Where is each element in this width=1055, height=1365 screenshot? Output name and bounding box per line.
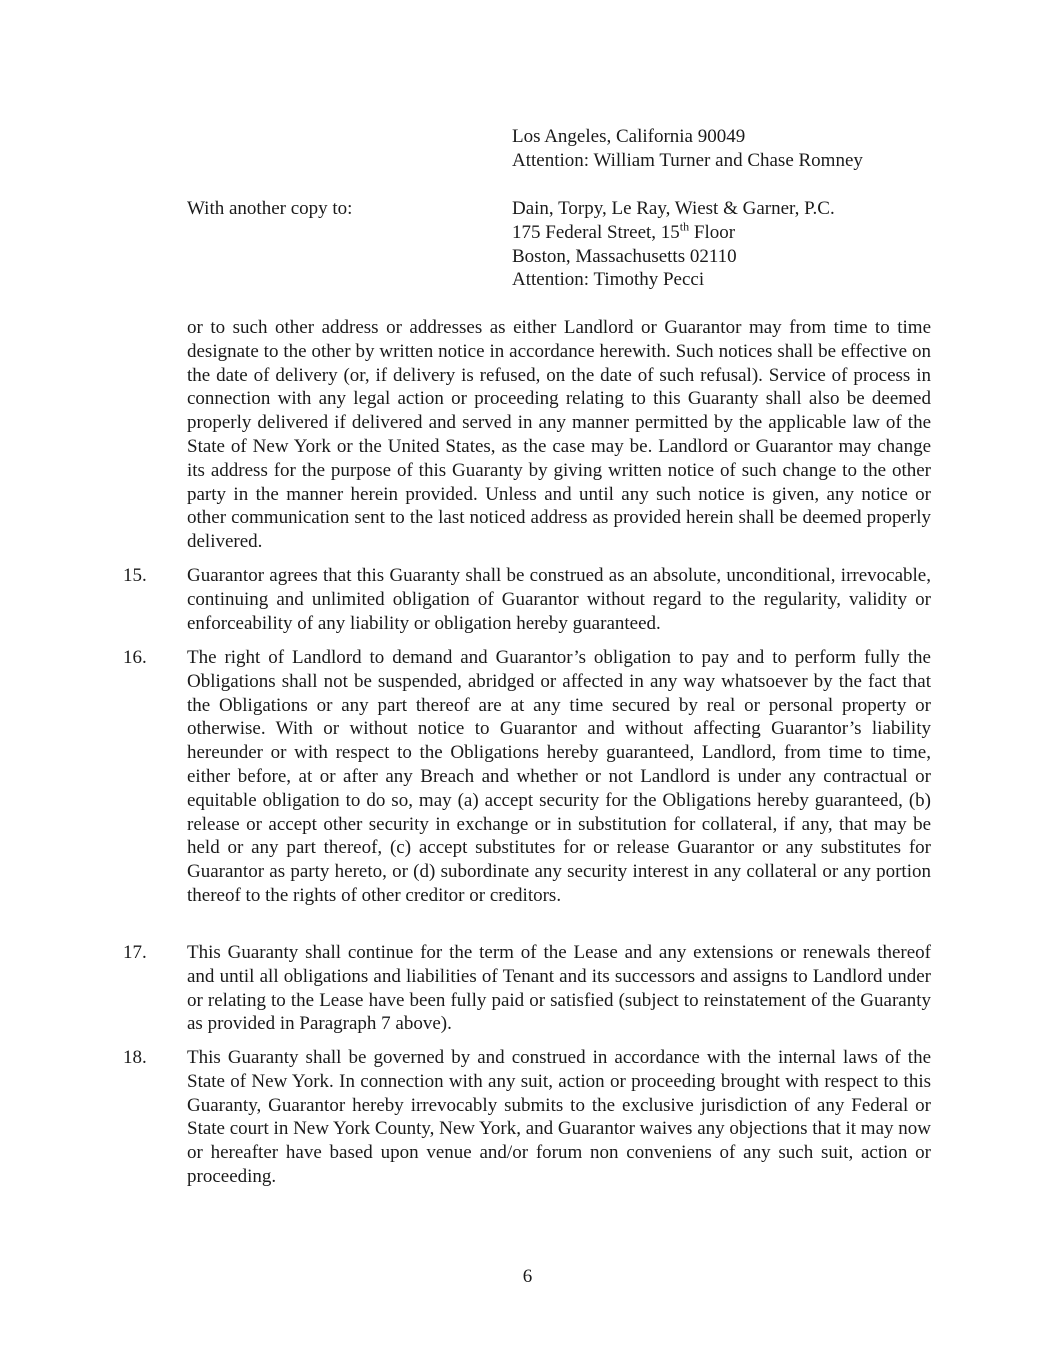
paragraph-text: The right of Landlord to demand and Guarantor’s obligation to pay and to perform fully the Obligations shall not be suspended, abridged or affected in any way whatsoever by the fact that the Obligations or any part thereof are at any time secured by real or personal property or otherwise. With or without notice to Guarantor and without affecting Guarantor’s liability hereunder or with respect to the Obligations hereby guaranteed, Landlord, from time to time, either before, at or after any Breach and whether or not Landlord is under any contractual or equitable obligation to do so, may (a) accept security for the Obligations hereby guaranteed, (b) release or accept other security in exchange or in substitution for collateral, if any, that may be held or any part thereof, (c) accept substitutes for or release Guarantor or any substitutes for Guarantor as party hereto, or (d) subordinate any security interest in any collateral or any portion thereof to the rights of other creditor or creditors. [187, 647, 931, 906]
address-attention: Attention: Timothy Pecci [512, 269, 705, 291]
address-line: Los Angeles, California 90049 [512, 126, 746, 147]
page-number: 6 [522, 1266, 533, 1287]
paragraph-number: 17. [123, 942, 147, 963]
firm-name: Dain, Torpy, Le Ray, Wiest & Garner, P.C. [512, 198, 835, 219]
notice-paragraph: or to such other address or addresses as either Landlord or Guarantor may from time to time designate to the other by written notice in accordance herewith. Such notices shall be effective on the date of delivery (or, if delivery is refused, on the date of such refusal). Service of process in connection with any legal action or proceeding relating to this Guaranty shall also be deemed properly delivered if delivered and served in any manner permitted by the applicable law of the State of New York or the United States, as the case may be. Landlord or Guarantor may change its address for the purpose of this Guaranty by giving written notice of such change to the other party in the manner herein provided. Unless and until any such notice is given, any notice or other communication sent to the last noticed address as provided herein shall be deemed properly delivered. [187, 317, 931, 553]
address-block-top [512, 125, 992, 173]
another-copy-label: With another copy to: [187, 198, 353, 219]
address-block-another-copy [512, 197, 992, 292]
paragraph-text: This Guaranty shall be governed by and construed in accordance with the internal laws of the State of New York. In connection with any suit, action or proceeding brought with respect to this Guaranty, Guarantor hereby irrevocably submits to the exclusive jurisdiction of any Federal or State court in New York County, New York, and Guarantor waives any objections that it may now or hereafter have based upon venue and/or forum non conveniens of any such suit, action or proceeding. [187, 1047, 931, 1187]
paragraph-number: 15. [123, 565, 147, 586]
paragraph-number: 16. [123, 647, 147, 668]
paragraph-text: This Guaranty shall continue for the term of the Lease and any extensions or renewals thereof and until all obligations and liabilities of Tenant and its successors and assigns to Landlord under or relating to the Lease have been fully paid or satisfied (subject to reinstatement of the Guaranty as provided in Paragraph 7 above). [187, 942, 931, 1035]
street-address: 175 Federal Street, 15th Floor [512, 219, 736, 243]
address-attention: Attention: William Turner and Chase Romney [512, 149, 863, 171]
paragraph-number: 18. [123, 1047, 147, 1068]
paragraph-text: Guarantor agrees that this Guaranty shall be construed as an absolute, unconditional, irrevocable, continuing and unlimited obligation of Guarantor without regard to the regularity, validity or enforceability of any liability or obligation hereby guaranteed. [187, 565, 931, 634]
city-state-zip: Boston, Massachusetts 02110 [512, 245, 737, 267]
